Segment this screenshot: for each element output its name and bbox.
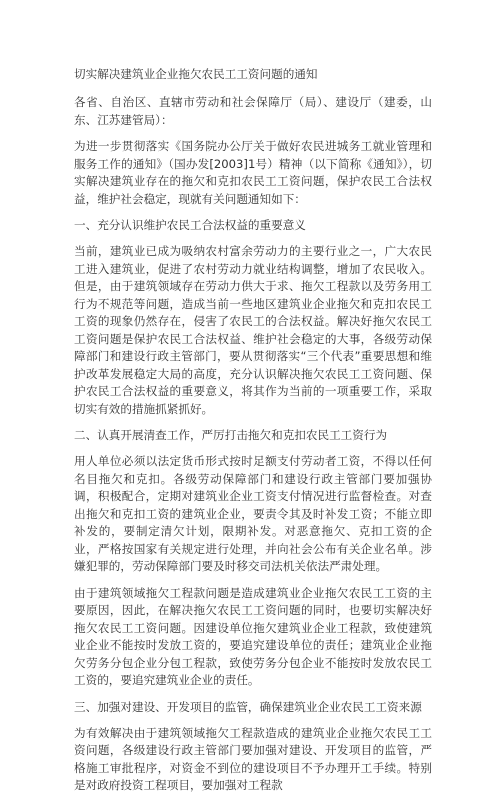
section-heading-2: 二、认真开展清查工作，严厉打击拖欠和克扣农民工工资行为: [74, 428, 388, 442]
section-body-3: 为有效解决由于建筑领域拖欠工程款造成的建筑业企业拖欠农民工工资问题，各级建设行政主管部门要加强对建设、开发项目的监管，严格施工审批程序，对资金不到位的建设项目不予办理开工手续。特别是对政府投资工程项目，要加强对工程款: [74, 725, 432, 792]
section-heading-3: 三、加强对建设、开发项目的监管，确保建筑业企业农民工工资来源: [74, 699, 422, 714]
section-body-2: 用人单位必须以法定货币形式按时足额支付劳动者工资，不得以任何名目拖欠和克扣。各级劳动保障部门和建设行政主管部门要加强协调，积极配合，定期对建筑业企业工资支付情况进行监督检查。对查出拖欠和克扣工资的建筑业企业，要责令其及时补发工资；不能立即补发的，要制定清欠计划，限期补发。对恶意拖欠、克扣工资的企业，严格按国家有关规定进行处理，并向社会公布有关企业名单。涉嫌犯罪的，劳动保障部门要及时移交司法机关依法严肃处理。: [74, 454, 432, 573]
intro-paragraph: 为进一步贯彻落实《国务院办公厅关于做好农民进城务工就业管理和服务工作的通知》（国办发[2003]1号）精神（以下简称《通知》），切实解决建筑业存在的拖欠和克扣农民工工资问题，保护农民工合法权益，维护社会稳定，现就有关问题通知如下：: [74, 139, 432, 206]
section-body-2b: 由于建筑领域拖欠工程款问题是造成建筑业企业拖欠农民工工资的主要原因，因此，在解决拖欠农民工工资问题的同时，也要切实解决好拖欠农民工工资问题。因建设单位拖欠建筑业企业工程款，致使建筑业企业不能按时发放工资的，要追究建设单位的责任；建筑业企业拖欠劳务分包企业分包工程款，致使劳务分包企业不能按时发放农民工工资的，要追究建筑业企业的责任。: [74, 585, 432, 687]
section-body-1: 当前，建筑业已成为吸纳农村富余劳动力的主要行业之一，广大农民工进入建筑业，促进了农村劳动力就业结构调整，增加了农民收入。但是，由于建筑领域存在劳动力供大于求、拖欠工程款以及劳务用工行为不规范等问题，造成当前一些地区建筑业企业拖欠和克扣农民工工资的现象仍然存在，侵害了农民工的合法权益。解决好拖欠农民工工资问题是保护农民工合法权益、维护社会稳定的大事，各级劳动保障部门和建设行政主管部门，要从贯彻落实“三个代表”重要思想和维护改革发展稳定大局的高度，充分认识解决拖欠农民工工资问题、保护农民工合法权益的重要意义，将其作为当前的一项重要工作，采取切实有效的措施抓紧抓好。: [74, 244, 432, 416]
document-title: 切实解决建筑业企业拖欠农民工工资问题的通知: [74, 67, 318, 81]
salutation: 各省、自治区、直辖市劳动和社会保障厅（局）、建设厅（建委，山东、江苏建管局）：: [74, 95, 432, 127]
section-heading-1: 一、充分认识维护农民工合法权益的重要意义: [74, 218, 306, 232]
